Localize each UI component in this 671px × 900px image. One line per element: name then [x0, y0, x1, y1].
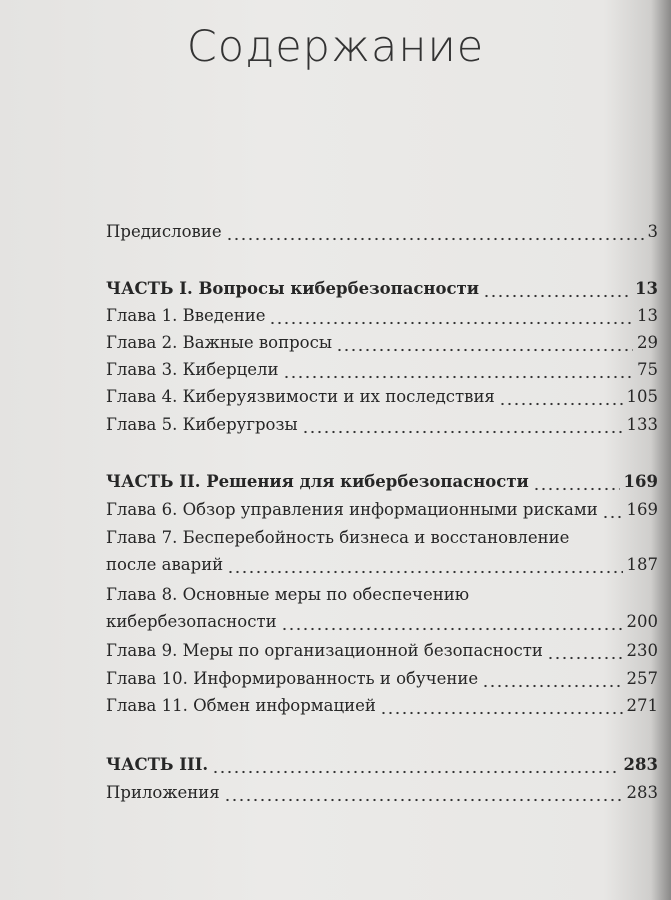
dot-leader	[212, 755, 619, 775]
entry-page: 29	[637, 333, 658, 352]
entry-page: 283	[626, 783, 658, 802]
entry-label: Предисловие	[106, 222, 222, 241]
entry-label: Глава 10. Информированность и обучение	[106, 669, 479, 688]
dot-leader	[380, 696, 623, 716]
toc-entry	[106, 690, 658, 716]
toc-entry	[106, 409, 658, 435]
dot-leader	[224, 783, 623, 803]
entry-page: 105	[626, 387, 658, 406]
toc-entry	[106, 549, 658, 575]
toc-entry	[106, 327, 658, 353]
entry-label: Глава 1. Введение	[106, 306, 266, 325]
entry-page: 169	[626, 500, 658, 519]
entry-label: Глава 9. Меры по организационной безопасности	[106, 641, 543, 660]
toc-part-1	[106, 273, 658, 299]
entry-page: 271	[626, 696, 658, 715]
dot-leader	[533, 472, 620, 492]
toc-entry	[106, 300, 658, 326]
dot-leader	[336, 333, 633, 353]
entry-label: Глава 6. Обзор управления информационными рисками	[106, 500, 598, 519]
page-title: Содержание	[186, 22, 485, 72]
entry-label: Глава 2. Важные вопросы	[106, 333, 332, 352]
entry-page: 13	[637, 306, 658, 325]
toc-entry	[106, 777, 658, 803]
entry-label: ЧАСТЬ II. Решения для кибербезопасности	[106, 472, 529, 491]
dot-leader	[281, 612, 623, 632]
toc-entry	[106, 606, 658, 632]
entry-page: 230	[626, 641, 658, 660]
toc-entry-preface	[106, 216, 658, 242]
entry-page: 133	[626, 415, 658, 434]
entry-label: Приложения	[106, 783, 220, 802]
entry-page: 75	[637, 360, 658, 379]
entry-label-line2: после аварий	[106, 555, 224, 574]
dot-leader	[226, 222, 644, 242]
dot-leader	[302, 415, 623, 435]
dot-leader	[602, 500, 623, 520]
entry-label-line1: Глава 7. Бесперебойность бизнеса и восстановление	[106, 528, 570, 547]
toc-part-2	[106, 466, 658, 492]
entry-label: Глава 4. Киберуязвимости и их последствия	[106, 387, 495, 406]
toc-entry	[106, 381, 658, 407]
dot-leader	[283, 360, 634, 380]
entry-page: 283	[623, 755, 658, 774]
toc-entry	[106, 635, 658, 661]
entry-label-line2: кибербезопасности	[106, 612, 277, 631]
dot-leader	[547, 641, 623, 661]
entry-label-line1: Глава 8. Основные меры по обеспечению	[106, 585, 470, 604]
entry-label: Глава 11. Обмен информацией	[106, 696, 376, 715]
dot-leader	[483, 279, 631, 299]
entry-label: ЧАСТЬ III.	[106, 755, 209, 774]
entry-page: 169	[623, 472, 658, 491]
toc-part-3	[106, 749, 658, 775]
entry-label: Глава 5. Киберугрозы	[106, 415, 298, 434]
dot-leader	[482, 669, 622, 689]
entry-page: 200	[626, 612, 658, 631]
dot-leader	[499, 387, 623, 407]
dot-leader	[227, 555, 622, 575]
entry-page: 3	[647, 222, 658, 241]
entry-label: ЧАСТЬ I. Вопросы кибербезопасности	[106, 279, 480, 298]
entry-page: 257	[626, 669, 658, 688]
toc-entry	[106, 494, 658, 520]
toc-entry	[106, 663, 658, 689]
entry-label: Глава 3. Киберцели	[106, 360, 279, 379]
dot-leader	[269, 306, 633, 326]
toc-entry	[106, 354, 658, 380]
entry-page: 13	[635, 279, 658, 298]
entry-page: 187	[626, 555, 658, 574]
